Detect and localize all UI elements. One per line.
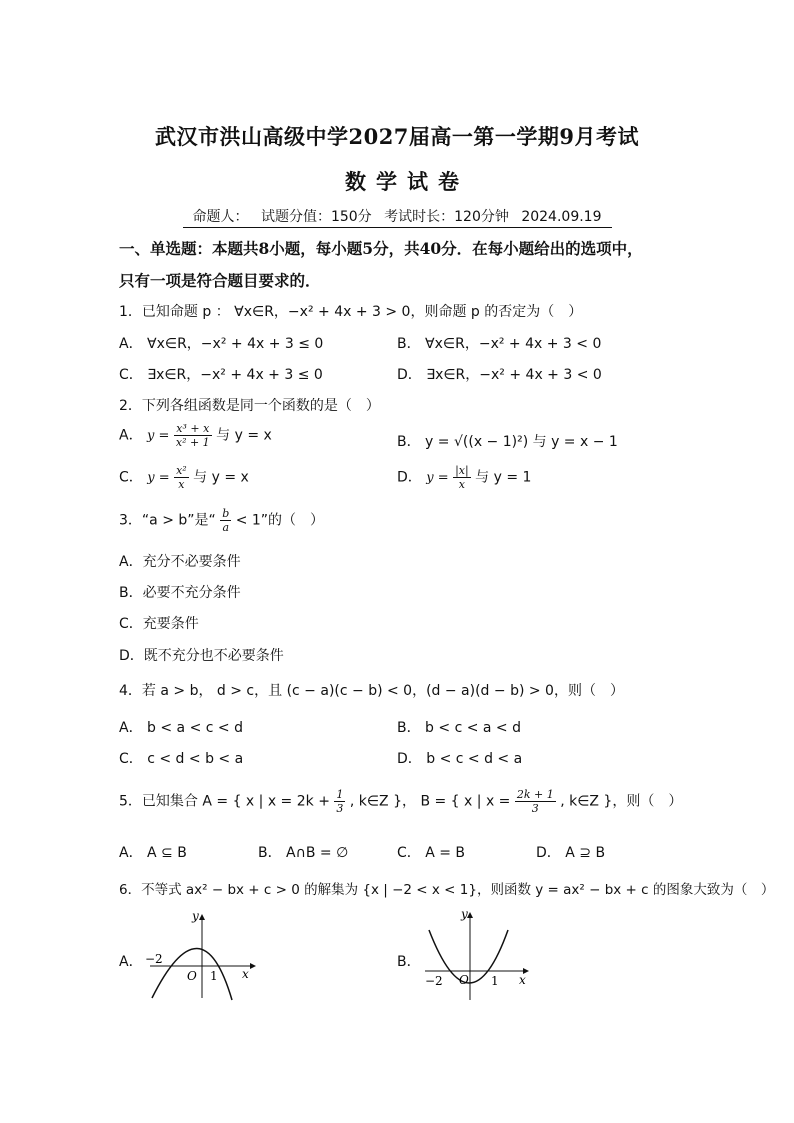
x-axis-label: x [519, 973, 526, 987]
q5-stem [119, 788, 682, 815]
q6-graph-b [415, 908, 535, 1007]
q2-d-numerator: |x| [455, 464, 469, 477]
q6-graph-b-svg [415, 908, 535, 1003]
q2-c-numerator: x² [176, 464, 187, 477]
q2-c-fraction [174, 464, 189, 491]
y-axis-arrow [467, 912, 473, 918]
q2-d-prefix: D． [397, 469, 422, 486]
q5-stem-mid: , k∈Z }， B = { x | x = [349, 793, 511, 810]
q2-option-b: B． y = √((x − 1)²) 与 y = x − 1 [397, 434, 618, 450]
q2-c-tail: 与 y = x [193, 469, 249, 486]
q2-option-d [397, 464, 531, 491]
author-label: 命题人： [192, 209, 249, 225]
q2-c-lhs: y = [147, 470, 170, 486]
exam-title: 武汉市洪山高级中学2027届高一第一学期9月考试 [154, 124, 640, 149]
q3-option-a: A．充分不必要条件 [119, 554, 241, 570]
q3-stem-pre: 3．“a > b”是“ [119, 512, 216, 529]
q6-stem: 6．不等式 ax² − bx + c > 0 的解集为 {x | −2 < x < 1}，则函数 y = ax² − bx + c 的图象大致为（ ） [119, 882, 775, 898]
exam-date: 2024.09.19 [521, 209, 602, 225]
q5-frac2-denominator: 3 [531, 802, 539, 815]
q1-option-b: B． ∀x∈R，−x² + 4x + 3 < 0 [397, 336, 602, 352]
neg2-label: −2 [425, 974, 443, 988]
y-axis-arrow [199, 914, 205, 920]
q3-option-b: B．必要不充分条件 [119, 585, 241, 601]
origin-label: O [187, 969, 197, 983]
q5-frac1-numerator: 1 [336, 788, 344, 801]
q3-stem [119, 507, 324, 534]
q4-option-a: A． b < a < c < d [119, 720, 243, 736]
q5-option-a: A． A ⊆ B [119, 845, 187, 861]
q5-frac2-numerator: 2k + 1 [516, 788, 554, 801]
q2-d-denominator: x [458, 478, 465, 491]
q6-graph-a-svg [140, 908, 260, 1003]
exam-subtitle: 数学试卷 [345, 169, 469, 194]
q5-stem-post: , k∈Z }，则（ ） [560, 793, 683, 810]
q2-a-denominator: x² + 1 [175, 436, 210, 449]
q2-stem: 2．下列各组函数是同一个函数的是（ ） [119, 398, 380, 414]
q1-option-d: D． ∃x∈R，−x² + 4x + 3 < 0 [397, 367, 602, 383]
q3-denominator: a [222, 521, 230, 534]
x-axis-label: x [242, 967, 249, 981]
q2-c-prefix: C． [119, 469, 143, 486]
q5-fraction-1 [334, 788, 345, 815]
q5-stem-pre: 5．已知集合 A = { x | x = 2k + [119, 793, 330, 810]
section-heading-line1: 一、单选题：本题共8小题，每小题5分，共40分．在每小题给出的选项中， [119, 239, 643, 258]
q2-c-denominator: x [178, 478, 185, 491]
q6-option-a: A． [119, 954, 143, 970]
origin-label: O [459, 973, 469, 987]
time-label: 考试时长：120分钟 [384, 209, 509, 225]
q1-stem: 1．已知命题 p ： ∀x∈R，−x² + 4x + 3 > 0，则命题 p 的否定为（ ） [119, 304, 583, 320]
exam-meta [0, 206, 794, 228]
q2-a-prefix: A． [119, 427, 143, 444]
q3-option-c: C．充要条件 [119, 616, 199, 632]
section-heading-line2: 只有一项是符合题目要求的． [119, 271, 321, 290]
q4-option-b: B． b < c < a < d [397, 720, 521, 736]
one-label: 1 [210, 969, 218, 983]
y-axis-label: y [461, 908, 468, 921]
q2-d-fraction [453, 464, 471, 491]
q4-option-c: C． c < d < b < a [119, 751, 244, 767]
q5-fraction-2 [515, 788, 556, 815]
q6-option-b: B． [397, 954, 421, 970]
neg2-label: −2 [145, 952, 163, 966]
y-axis-label: y [192, 909, 199, 923]
q2-option-a [119, 422, 272, 449]
q3-stem-post: < 1”的（ ） [235, 512, 325, 529]
x-axis-arrow [250, 963, 256, 969]
q3-fraction [220, 507, 231, 534]
q2-d-lhs: y = [426, 470, 449, 486]
q1-option-a: A． ∀x∈R，−x² + 4x + 3 ≤ 0 [119, 336, 324, 352]
q2-a-tail: 与 y = x [216, 427, 272, 444]
q2-a-fraction [174, 422, 212, 449]
q3-numerator: b [222, 507, 230, 520]
exam-meta-line [183, 206, 612, 228]
q2-d-tail: 与 y = 1 [475, 469, 532, 486]
q1-option-c: C． ∃x∈R，−x² + 4x + 3 ≤ 0 [119, 367, 323, 383]
one-label: 1 [491, 974, 499, 988]
q5-option-c: C． A = B [397, 845, 466, 861]
q4-stem: 4．若 a > b， d > c，且 (c − a)(c − b) < 0，(d − a)(d − b) > 0，则（ ） [119, 683, 624, 699]
q2-a-lhs: y = [147, 428, 170, 444]
q5-option-b: B． A∩B = ∅ [258, 845, 349, 861]
q3-option-d: D．既不充分也不必要条件 [119, 648, 284, 664]
q2-option-c [119, 464, 249, 491]
q4-option-d: D． b < c < d < a [397, 751, 523, 767]
q5-frac1-denominator: 3 [336, 802, 344, 815]
q2-a-numerator: x³ + x [174, 422, 212, 436]
score-label: 试题分值：150分 [260, 209, 372, 225]
q5-option-d: D． A ⊇ B [536, 845, 606, 861]
q6-graph-a [140, 908, 260, 1007]
